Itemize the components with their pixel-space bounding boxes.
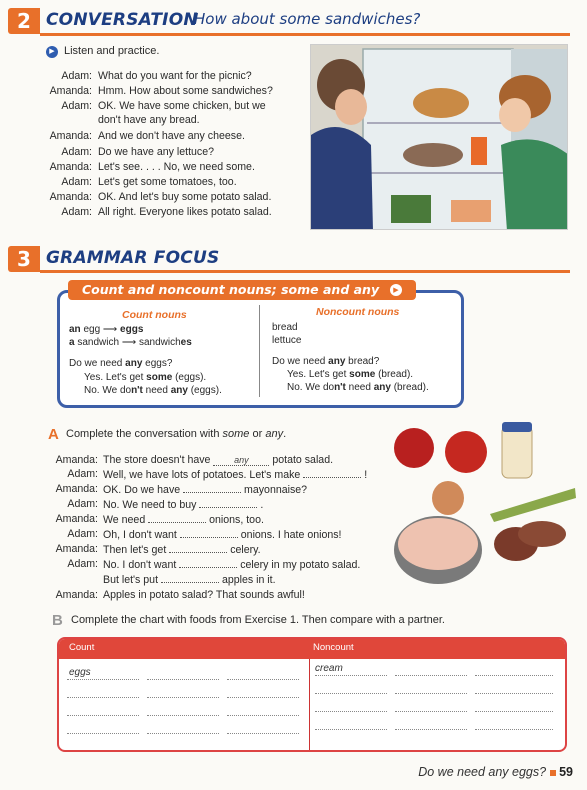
food-illustration: [390, 418, 580, 598]
answer-blank[interactable]: [169, 542, 227, 553]
dialogue-line: Amanda: And we don't have any cheese.: [49, 130, 245, 142]
write-line[interactable]: [315, 729, 387, 730]
write-line[interactable]: [67, 697, 139, 698]
noncount-example-lettuce: lettuce: [272, 335, 302, 346]
count-question: Do we need any eggs?: [69, 358, 173, 369]
answer-blank[interactable]: [303, 467, 361, 478]
write-line[interactable]: [475, 693, 553, 694]
dialogue-line: Adam: What do you want for the picnic?: [61, 70, 252, 82]
noncount-example: cream: [315, 663, 343, 674]
answer-blank[interactable]: [180, 527, 238, 538]
noncount-no-answer: No. We don't need any (bread).: [287, 382, 429, 393]
write-line[interactable]: [147, 733, 219, 734]
answer-blank[interactable]: any: [213, 455, 269, 466]
write-line[interactable]: [315, 675, 387, 676]
write-line[interactable]: [475, 729, 553, 730]
write-line[interactable]: [67, 679, 139, 680]
write-line[interactable]: [67, 733, 139, 734]
noncount-column-header: Noncount: [313, 642, 354, 653]
chart-divider: [309, 659, 310, 750]
write-line[interactable]: [315, 711, 387, 712]
noncount-nouns-header: Noncount nouns: [316, 306, 400, 318]
unit-title: Do we need any eggs?: [418, 765, 547, 779]
grammar-banner: Count and noncount nouns; some and any ▶: [68, 280, 416, 300]
section-2-title: CONVERSATION: [46, 10, 198, 30]
noncount-question: Do we need any bread?: [272, 356, 380, 367]
page-number: 59: [559, 765, 573, 779]
fridge-illustration: [310, 44, 568, 230]
section-2-rule: [40, 33, 570, 36]
audio-play-icon[interactable]: ▶: [390, 284, 402, 296]
write-line[interactable]: [147, 697, 219, 698]
write-line[interactable]: [395, 675, 467, 676]
noncount-yes-answer: Yes. Let's get some (bread).: [287, 369, 414, 380]
write-line[interactable]: [315, 693, 387, 694]
exercise-b-letter: B: [52, 612, 63, 629]
count-example-sandwich: a sandwich ⟶ sandwiches: [69, 337, 192, 348]
audio-play-icon[interactable]: ▶: [46, 46, 58, 58]
section-3-rule: [40, 270, 570, 273]
write-line[interactable]: [147, 715, 219, 716]
dialogue-line: Adam: Let's get some tomatoes, too.: [61, 176, 237, 188]
count-example-egg: an egg ⟶ eggs: [69, 324, 144, 335]
dialogue-line: Amanda: Hmm. How about some sandwiches?: [49, 85, 273, 97]
conversation-instruction: Listen and practice.: [64, 45, 160, 57]
count-no-answer: No. We don't need any (eggs).: [84, 385, 222, 396]
dialogue-line: Amanda: OK. And let's buy some potato salad.: [49, 191, 272, 203]
write-line[interactable]: [147, 679, 219, 680]
exercise-a-instruction: Complete the conversation with some or any.: [66, 428, 287, 440]
answer-blank[interactable]: [148, 512, 206, 523]
exercise-a-letter: A: [48, 426, 59, 443]
section-3-title: GRAMMAR FOCUS: [46, 248, 220, 268]
grammar-divider: [259, 305, 260, 397]
dialogue-line: Adam: OK. We have some chicken, but we: [61, 100, 266, 112]
write-line[interactable]: [227, 697, 299, 698]
dialogue-line: Amanda: Let's see. . . . No, we need some.: [49, 161, 255, 173]
write-line[interactable]: [227, 679, 299, 680]
write-line[interactable]: [475, 711, 553, 712]
count-example: eggs: [69, 667, 91, 678]
count-nouns-header: Count nouns: [122, 309, 187, 321]
answer-blank[interactable]: [161, 572, 219, 583]
answer-blank[interactable]: [179, 557, 237, 568]
page-footer: [418, 765, 573, 779]
footer-square-icon: [550, 770, 556, 776]
write-line[interactable]: [395, 693, 467, 694]
dialogue-line: don't have any bread.: [98, 114, 200, 126]
noncount-example-bread: bread: [272, 322, 298, 333]
write-line[interactable]: [475, 675, 553, 676]
dialogue-line: Adam: Do we have any lettuce?: [61, 146, 215, 158]
dialogue-line: Adam: All right. Everyone likes potato salad.: [61, 206, 272, 218]
exercise-b-instruction: Complete the chart with foods from Exercise 1. Then compare with a partner.: [71, 614, 445, 626]
count-yes-answer: Yes. Let's get some (eggs).: [84, 372, 207, 383]
section-2-number: 2: [8, 8, 40, 34]
count-column-header: Count: [69, 642, 95, 653]
write-line[interactable]: [227, 715, 299, 716]
write-line[interactable]: [67, 715, 139, 716]
chart-header: [59, 639, 565, 659]
write-line[interactable]: [395, 711, 467, 712]
answer-blank[interactable]: [183, 482, 241, 493]
section-2-subtitle: How about some sandwiches?: [194, 10, 421, 28]
write-line[interactable]: [395, 729, 467, 730]
answer-blank[interactable]: [199, 497, 257, 508]
section-3-number: 3: [8, 246, 40, 272]
food-chart: [57, 637, 567, 752]
write-line[interactable]: [227, 733, 299, 734]
